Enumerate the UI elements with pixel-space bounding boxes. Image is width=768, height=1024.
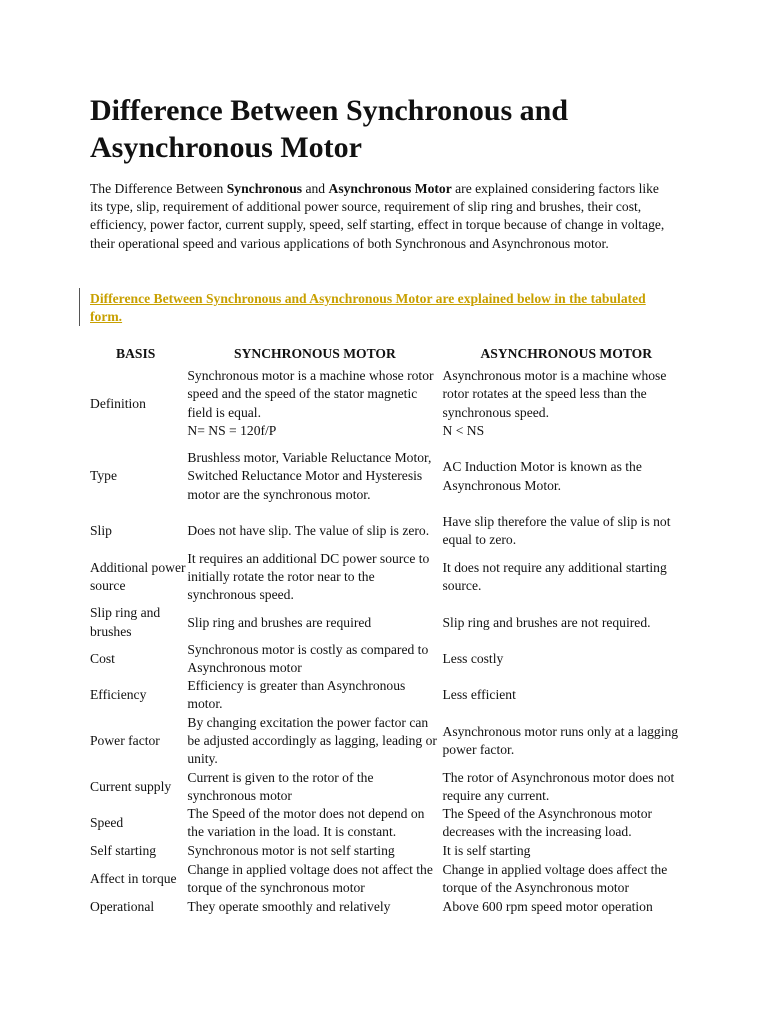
comparison-table	[90, 345, 690, 916]
cell-synchronous: The Speed of the motor does not depend on the variation in the load. It is constant.	[187, 806, 425, 840]
intro-text-3: are explained considering factors like its type, slip, requirement of additional power source, requirement of slip ring and brushes, their cost, efficiency, power factor, current supply, speed, self starting, effect in torque because of change in voltage, their operational speed and various applications of both Synchronous and Asynchronous motor.	[90, 181, 665, 251]
page-title: Difference Between Synchronous and Asynchronous Motor	[90, 94, 569, 164]
cell-basis: Power factor	[90, 733, 160, 749]
table-row	[90, 440, 690, 513]
cell-asynchronous: Asynchronous motor is a machine whose rotor rotates at the speed less than the synchronous speed. N < NS	[442, 368, 667, 438]
table-row	[90, 714, 690, 769]
table-row	[90, 367, 690, 440]
cell-basis: Efficiency	[90, 687, 147, 703]
cell-basis: Additional power source	[90, 559, 186, 593]
cell-synchronous: Synchronous motor is a machine whose rotor speed and the speed of the stator magnetic field is equal. N= NS = 120f/P	[187, 368, 434, 438]
cell-basis: Slip	[90, 523, 112, 539]
cell-asynchronous: Less efficient	[442, 687, 516, 703]
table-header-row	[90, 345, 690, 367]
cell-basis: Type	[90, 468, 117, 484]
table-row	[90, 897, 690, 916]
text-cursor-bar	[79, 288, 80, 326]
table-row	[90, 860, 690, 897]
cell-synchronous: Slip ring and brushes are required	[187, 614, 372, 630]
cell-synchronous: Synchronous motor is costly as compared to Asynchronous motor	[187, 641, 429, 676]
table-row	[90, 677, 690, 713]
header-synchronous: SYNCHRONOUS MOTOR	[234, 346, 396, 361]
cell-basis: Current supply	[90, 778, 172, 794]
cell-asynchronous: AC Induction Motor is known as the Asynchronous Motor.	[442, 459, 642, 493]
intro-text-1: The Difference Between	[90, 181, 227, 196]
cell-asynchronous: Slip ring and brushes are not required.	[442, 614, 651, 630]
table-row	[90, 604, 690, 640]
intro-text-2: and	[302, 181, 329, 196]
cell-asynchronous: The Speed of the Asynchronous motor decreases with the increasing load.	[442, 806, 653, 840]
cell-asynchronous: Have slip therefore the value of slip is not equal to zero.	[442, 514, 671, 548]
cell-synchronous: Brushless motor, Variable Reluctance Motor, Switched Reluctance Motor and Hysteresis motor are the synchronous motor.	[187, 450, 432, 502]
cell-synchronous: By changing excitation the power factor can be adjusted accordingly as lagging, leading or unity.	[187, 714, 437, 767]
cell-synchronous: Synchronous motor is not self starting	[187, 842, 395, 858]
cell-synchronous: They operate smoothly and relatively	[187, 898, 391, 914]
table-row	[90, 513, 690, 549]
table-row	[90, 769, 690, 805]
cell-basis: Slip ring and brushes	[90, 605, 161, 639]
cell-basis: Operational	[90, 898, 155, 914]
cell-asynchronous: Less costly	[442, 650, 504, 666]
header-asynchronous: ASYNCHRONOUS MOTOR	[480, 346, 653, 361]
cell-asynchronous: The rotor of Asynchronous motor does not require any current.	[442, 769, 675, 803]
cell-basis: Definition	[90, 395, 146, 411]
cell-asynchronous: It does not require any additional starting source.	[442, 559, 667, 593]
intro-paragraph	[90, 180, 670, 253]
cell-asynchronous: It is self starting	[442, 842, 531, 858]
table-row	[90, 549, 690, 604]
intro-bold-2: Asynchronous Motor	[328, 181, 452, 196]
cell-asynchronous: Change in applied voltage does affect the torque of the Asynchronous motor	[442, 861, 668, 895]
table-row	[90, 641, 690, 677]
cell-asynchronous: Asynchronous motor runs only at a lagging power factor.	[442, 723, 679, 758]
cell-synchronous: It requires an additional DC power source to initially rotate the rotor near to the synchronous speed.	[187, 550, 430, 603]
table-row	[90, 841, 690, 860]
cell-basis: Affect in torque	[90, 870, 177, 886]
cell-basis: Speed	[90, 815, 124, 831]
intro-bold-1: Synchronous	[226, 181, 303, 196]
cell-asynchronous: Above 600 rpm speed motor operation	[442, 898, 653, 914]
cell-synchronous: Efficiency is greater than Asynchronous motor.	[187, 678, 406, 712]
cell-synchronous: Does not have slip. The value of slip is zero.	[187, 523, 430, 539]
cell-synchronous: Change in applied voltage does not affect the torque of the synchronous motor	[187, 861, 433, 895]
table-row	[90, 805, 690, 841]
cell-basis: Self starting	[90, 842, 157, 858]
header-basis: BASIS	[116, 346, 156, 361]
cell-synchronous: Current is given to the rotor of the synchronous motor	[187, 769, 374, 803]
callout-link[interactable]: Difference Between Synchronous and Asynchronous Motor are explained below in the tabulated form.	[90, 291, 646, 325]
table-body	[90, 367, 690, 916]
cell-basis: Cost	[90, 650, 115, 666]
